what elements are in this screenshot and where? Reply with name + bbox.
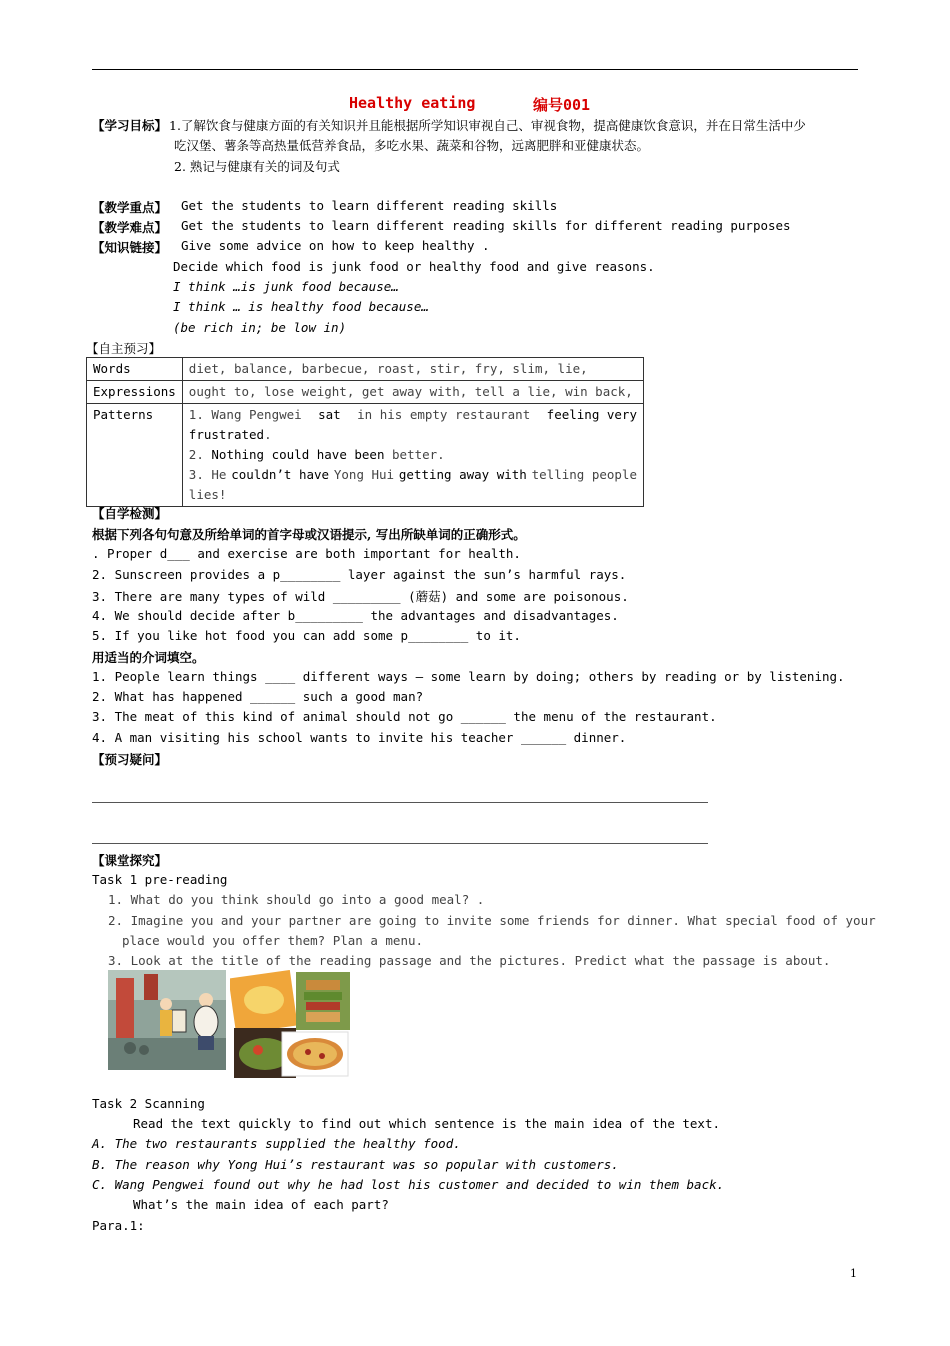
difficulty-label: 【教学难点】 [92, 220, 168, 235]
pattern-3-a: 3. He [188, 467, 227, 482]
knowledge-link-line-4: I think … is healthy food because… [173, 299, 429, 314]
option-c: C. Wang Pengwei found out why he had lost his customer and decided to win them back. [92, 1177, 725, 1192]
table-row [87, 358, 644, 381]
selftest-item-3: 3. There are many types of wild _________ (蘑菇) and some are poisonous. [92, 589, 629, 604]
restaurant-cartoon-image [108, 970, 226, 1070]
pattern-1-cont [189, 425, 637, 445]
key-point-text: Get the students to learn different reading skills [181, 198, 558, 213]
pattern-1-b: sat [318, 407, 341, 422]
page-number: 1 [850, 1267, 857, 1280]
row-patterns-text [182, 404, 643, 507]
row-words-text: diet, balance, barbecue, roast, stir, fry, slim, lie, [182, 358, 643, 381]
food-collage-image [230, 970, 352, 1080]
pattern-3-d: getting away with [398, 467, 527, 482]
knowledge-link-text: Give some advice on how to keep healthy . [181, 238, 490, 253]
selftest-item-2: 2. Sunscreen provides a p________ layer against the sun’s harmful rays. [92, 567, 627, 582]
task1-item-3: 3. Look at the title of the reading passage and the pictures. Predict what the passage is about. [108, 953, 831, 968]
vocabulary-table [86, 357, 644, 507]
pattern-3-e: telling people [531, 467, 637, 482]
difficulty-text: Get the students to learn different reading skills for different reading purposes [181, 218, 791, 233]
selftest-item-4: 4. We should decide after b_________ the advantages and disadvantages. [92, 608, 619, 623]
task1-item-2: 2. Imagine you and your partner are going to invite some friends for dinner. What special food of your [108, 913, 876, 928]
row-head-patterns: Patterns [87, 404, 183, 507]
answer-line-1 [92, 802, 708, 803]
main-idea-question: What’s the main idea of each part? [133, 1197, 389, 1212]
knowledge-link-line-2: Decide which food is junk food or healthy food and give reasons. [173, 259, 655, 274]
knowledge-link-label: 【知识链接】 [92, 240, 168, 255]
option-a: A. The two restaurants supplied the healthy food. [92, 1136, 461, 1151]
knowledge-link-line-3: I think …is junk food because… [173, 279, 399, 294]
task1-title: Task 1 pre-reading [92, 872, 228, 887]
objectives-line-3: 2. 熟记与健康有关的词及句式 [174, 159, 340, 174]
task1-item-1: 1. What do you think should go into a good meal? . [108, 892, 485, 907]
row-expressions-text: ought to, lose weight, get away with, tell a lie, win back, [182, 381, 643, 404]
pattern-1-a: 1. Wang Pengwei [188, 407, 302, 422]
selftest-label: 【自学检测】 [92, 506, 168, 521]
preposition-item-3: 3. The meat of this kind of animal should not go ______ the menu of the restaurant. [92, 709, 717, 724]
task2-title: Task 2 Scanning [92, 1096, 205, 1111]
table-row [87, 381, 644, 404]
selftest-item-5: 5. If you like hot food you can add some p________ to it. [92, 628, 521, 643]
row-head-words: Words [87, 358, 183, 381]
para-1-label: Para.1: [92, 1218, 145, 1233]
page-title: Healthy eating [349, 94, 476, 112]
pattern-1-e: frustrated [188, 427, 265, 442]
row-head-expressions: Expressions [87, 381, 183, 404]
pattern-2-c: better. [392, 447, 445, 462]
pattern-3-cont: lies! [188, 487, 227, 502]
pattern-1 [189, 405, 637, 425]
pattern-3-b: couldn’t have [231, 467, 330, 482]
top-rule [92, 69, 858, 70]
classroom-label: 【课堂探究】 [92, 853, 168, 868]
preposition-item-4: 4. A man visiting his school wants to invite his teacher ______ dinner. [92, 730, 627, 745]
answer-line-2 [92, 843, 708, 844]
document-number: 编号001 [533, 96, 591, 114]
option-b: B. The reason why Yong Hui’s restaurant was so popular with customers. [92, 1157, 619, 1172]
task2-intro: Read the text quickly to find out which sentence is the main idea of the text. [133, 1116, 720, 1131]
task1-item-2-cont: place would you offer them? Plan a menu. [122, 933, 424, 948]
pattern-2 [189, 445, 637, 465]
objectives-label: 【学习目标】 [92, 118, 168, 133]
preposition-item-1: 1. People learn things ____ different ways — some learn by doing; others by reading or by listening. [92, 669, 845, 684]
preview-label: 【自主预习】 [86, 341, 162, 356]
knowledge-link-line-5: (be rich in; be low in) [173, 320, 347, 335]
objectives-line-1: 1.了解饮食与健康方面的有关知识并且能根据所学知识审视自己、审视食物，提高健康饮食意识，并在日常生活中少 [169, 118, 806, 133]
pattern-3 [189, 465, 637, 485]
pattern-1-d: feeling very [546, 407, 637, 422]
pattern-2-b: Nothing could have been [211, 447, 385, 462]
pattern-1-c: in his empty restaurant [357, 407, 531, 422]
preposition-item-2: 2. What has happened ______ such a good man? [92, 689, 424, 704]
table-row [87, 404, 644, 507]
key-point-label: 【教学重点】 [92, 200, 168, 215]
objectives-line-2: 吃汉堡、薯条等高热量低营养食品，多吃水果、蔬菜和谷物，远离肥胖和亚健康状态。 [174, 138, 650, 153]
pattern-3-c: Yong Hui [333, 467, 395, 482]
selftest-instruction-1: 根据下列各句句意及所给单词的首字母或汉语提示, 写出所缺单词的正确形式。 [92, 527, 526, 542]
selftest-instruction-2: 用适当的介词填空。 [92, 650, 205, 665]
selftest-item-1: . Proper d___ and exercise are both important for health. [92, 546, 521, 561]
pattern-2-a: 2. [188, 447, 204, 462]
questions-label: 【预习疑问】 [92, 752, 168, 767]
pattern-1-f: . [264, 427, 272, 442]
